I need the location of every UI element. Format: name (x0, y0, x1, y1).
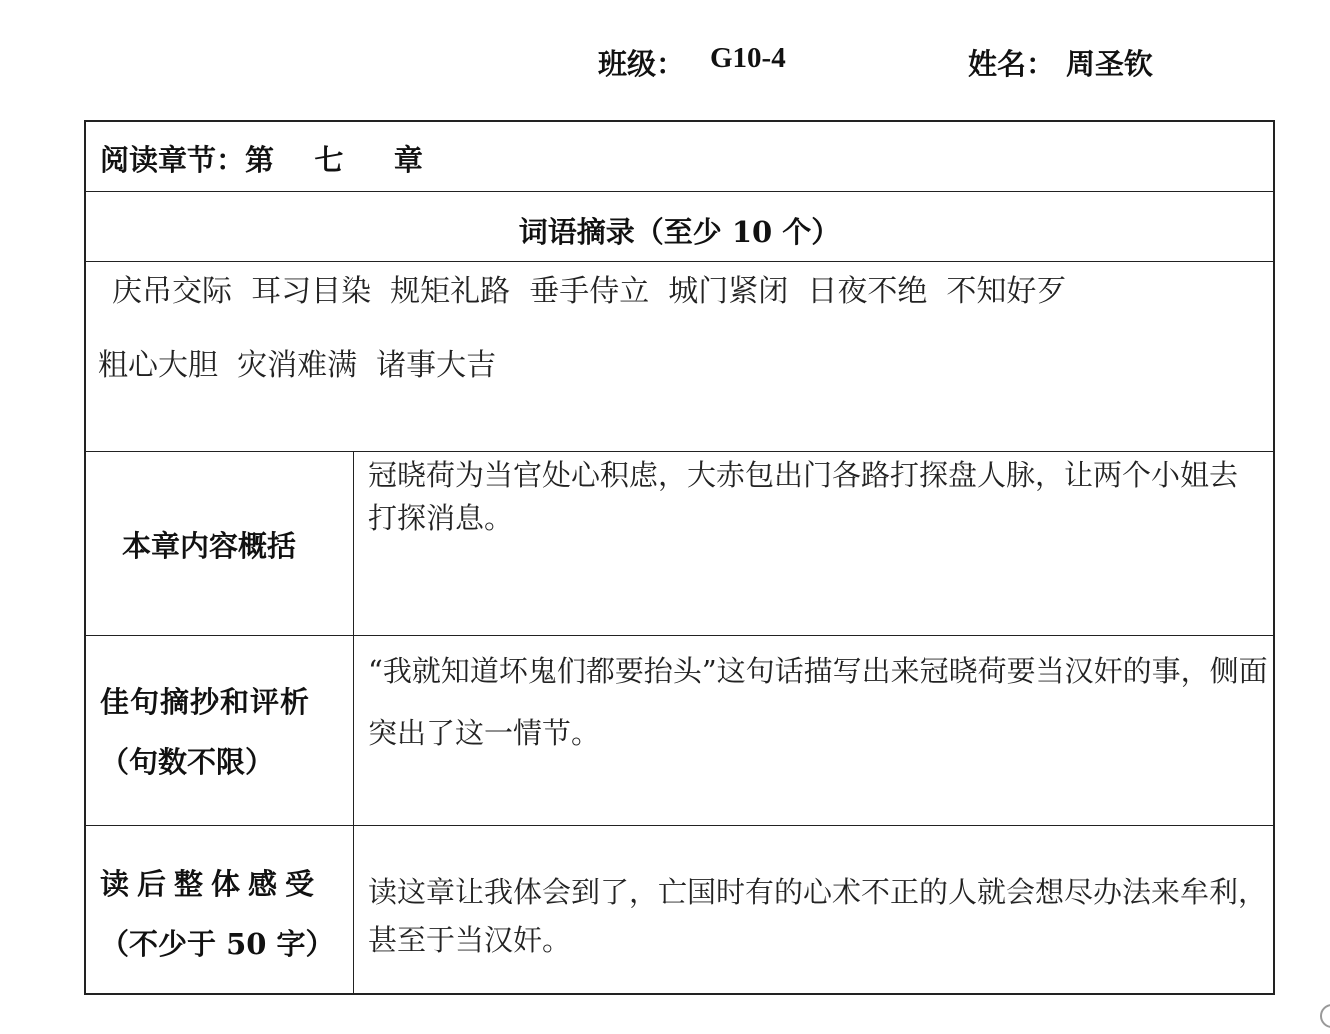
vocab-heading: 词语摘录（至少 10 个） (518, 215, 841, 249)
chapter-row (86, 122, 1273, 192)
corner-circle-icon (1320, 1004, 1330, 1028)
sentence-row (86, 636, 1273, 826)
worksheet-header (0, 38, 1330, 82)
name-value: 周圣钦 (1066, 47, 1154, 81)
sentence-content-cell (354, 636, 1273, 825)
sentence-label-cell (86, 636, 354, 825)
name-label: 姓名： (968, 47, 1056, 81)
sentence-label: 佳句摘抄和评析 (100, 685, 311, 719)
vocab-heading-row (86, 192, 1273, 262)
sentence-label-note: （句数不限） (100, 745, 275, 779)
feeling-label: 读后整体感受 (100, 867, 323, 901)
class-label: 班级： (598, 47, 686, 81)
class-value: G10-4 (710, 42, 786, 74)
summary-content: 冠晓荷为当官处心积虑，大赤包出门各路打探盘人脉，让两个小姐去打探消息。 (368, 458, 1239, 535)
chapter-text: 阅读章节：第 七 章 (100, 143, 423, 177)
sentence-content: “我就知道坏鬼们都要抬头”这句话描写出来冠晓荷要当汉奸的事，侧面突出了这一情节。 (368, 654, 1268, 750)
reading-record-table (84, 120, 1275, 995)
vocab-content-row (86, 262, 1273, 452)
feeling-label-note: （不少于 50 字） (100, 927, 335, 961)
summary-label: 本章内容概括 (122, 529, 297, 563)
summary-row (86, 452, 1273, 636)
vocab-line-1: 庆吊交际 耳习目染 规矩礼路 垂手侍立 城门紧闭 日夜不绝 不知好歹 (112, 274, 1067, 309)
feeling-label-cell (86, 826, 354, 993)
summary-label-cell (86, 452, 354, 635)
vocab-line-2: 粗心大胆 灾消难满 诸事大吉 (98, 348, 497, 383)
summary-content-cell (354, 452, 1273, 635)
feeling-content: 读这章让我体会到了，亡国时有的心术不正的人就会想尽办法来牟利，甚至于当汉奸。 (368, 875, 1268, 957)
feeling-row (86, 826, 1273, 993)
feeling-content-cell (354, 826, 1273, 993)
